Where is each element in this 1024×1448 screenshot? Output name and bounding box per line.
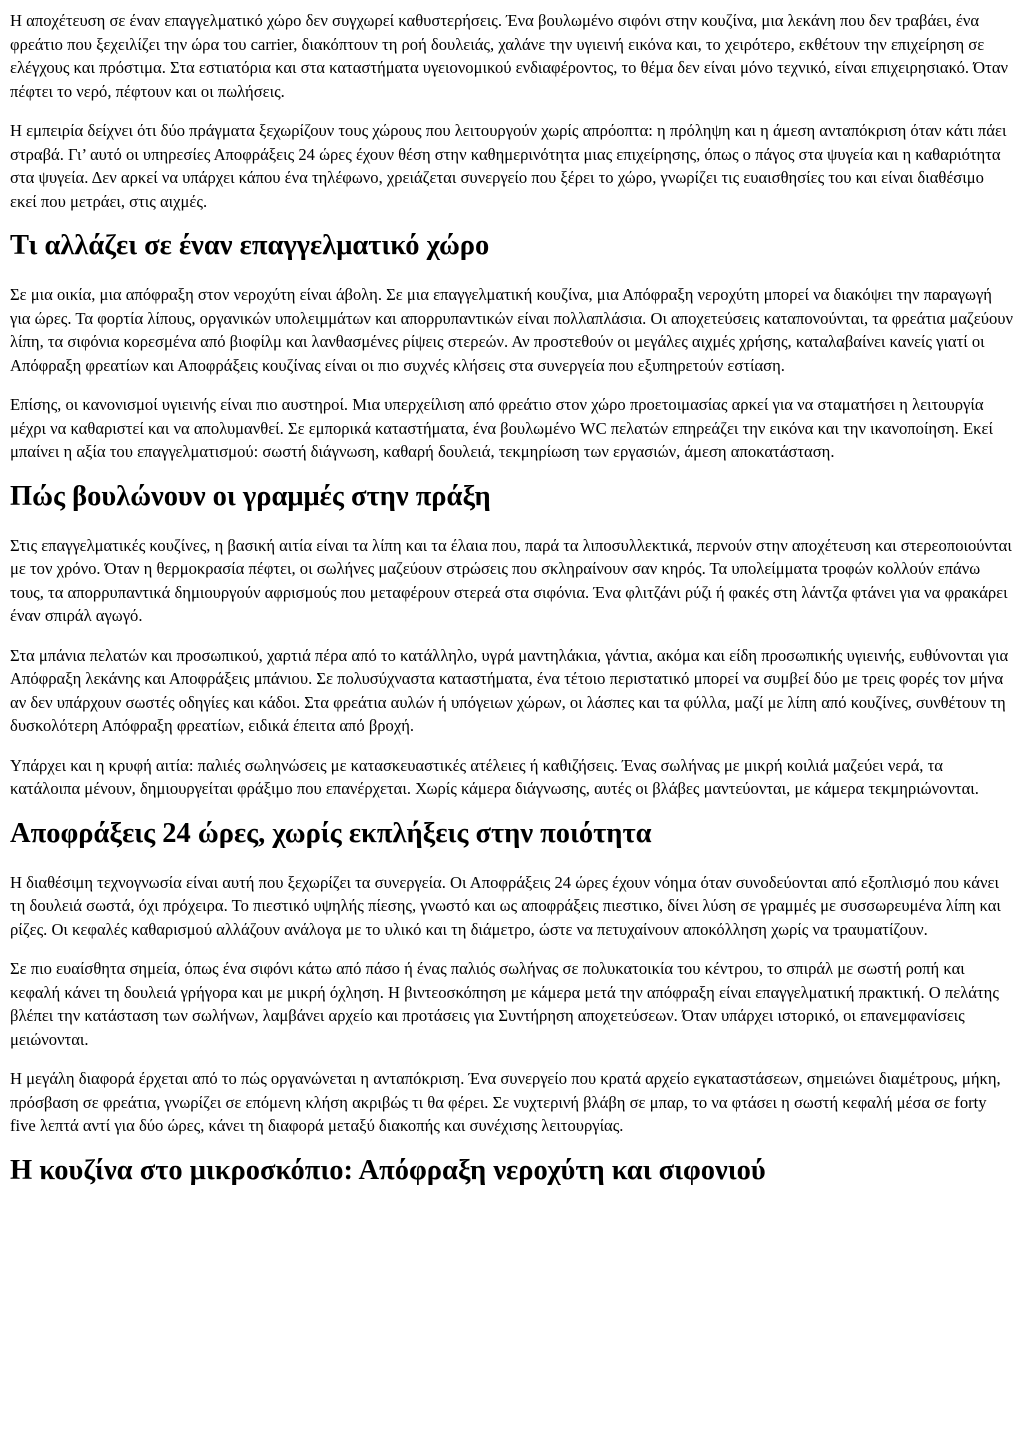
intro-paragraph: Η εμπειρία δείχνει ότι δύο πράγματα ξεχωρίζουν τους χώρους που λειτουργούν χωρίς απρόοπτα: η πρόληψη και η άμεση ανταπόκριση όταν κάτι πάει στραβά. Γι’ αυτό οι υπηρεσίες Αποφράξεις 24 ώρες έχουν θέση στην καθημερινότητα μιας επιχείρησης, όπως ο πάγος στα ψυγεία και η καθαριότητα στα ψυγεία. Δεν αρκεί να υπάρχει κάπου ένα τηλέφωνο, χρειάζεται συνεργείο που ξέρει το χώρο, γνωρίζει τις ευαισθησίες του και είναι διαθέσιμο εκεί που μετράει, στις αιχμές.: [10, 121, 1007, 211]
section-paragraph: Στα μπάνια πελατών και προσωπικού, χαρτιά πέρα από το κατάλληλο, υγρά μαντηλάκια, γάντια, ακόμα και είδη προσωπικής υγιεινής, ευθύνονται για Απόφραξη λεκάνης και Αποφράξεις μπάνιου. Σε πολυσύχναστα καταστήματα, ένα τέτοιο περιστατικό μπορεί να συμβεί δύο με τρεις φορές τον μήνα αν δεν υπάρχουν σωστές οδηγίες και κάδοι. Στα φρεάτια αυλών ή υπόγειων χώρων, οι λάσπες και τα φύλλα, μαζί με λίπη από κουζίνες, συνθέτουν τη δυσκολότερη Απόφραξη φρεατίων, ειδικά έπειτα από βροχή.: [10, 645, 1009, 735]
section-paragraph: Σε πιο ευαίσθητα σημεία, όπως ένα σιφόνι κάτω από πάσο ή ένας παλιός σωλήνας σε πολυκατοικία του κέντρου, το σπιράλ με σωστή ροπή και κεφαλή κάνει τη δουλειά γρήγορα και με μικρή όχληση. Η βιντεοσκόπηση με κάμερα μετά την απόφραξη είναι επαγγελματική πρακτική. Ο πελάτης βλέπει την κατάσταση των σωλήνων, λαμβάνει αρχείο και προτάσεις για Συντήρηση αποχετεύσεων. Όταν υπάρχει ιστορικό, οι επανεμφανίσεις μειώνονται.: [10, 959, 999, 1049]
section-paragraph: Σε μια οικία, μια απόφραξη στον νεροχύτη είναι άβολη. Σε μια επαγγελματική κουζίνα, μια Απόφραξη νεροχύτη μπορεί να διακόψει την παραγωγή για ώρες. Τα φορτία λίπους, οργανικών υπολειμμάτων και απορρυπαντικών είναι πολλαπλάσια. Οι αποχετεύσεις καταπονούνται, τα φρεάτια μαζεύουν λίπη, τα σιφόνια κορεσμένα από βιοφίλμ και λανθασμένες ρίψεις στερεών. Αν προστεθούν οι μεγάλες αιχμές χρήσης, καταλαβαίνει κανείς γιατί οι Απόφραξη φρεατίων και Αποφράξεις κουζίνας είναι οι πιο συχνές κλήσεις στα συνεργεία που εξυπηρετούν εστίαση.: [10, 285, 1013, 375]
section-paragraph: Η μεγάλη διαφορά έρχεται από το πώς οργανώνεται η ανταπόκριση. Ένα συνεργείο που κρατά αρχείο εγκαταστάσεων, σημειώνει διαμέτρους, μήκη, πρόσβαση σε φρεάτια, γνωρίζει σε επόμενη κλήση ακριβώς τι θα φέρει. Σε νυχτερινή βλάβη σε μπαρ, το να φτάσει η σωστή κεφαλή μέσα σε forty five λεπτά αντί για δύο ώρες, κάνει τη διαφορά μεταξύ διακοπής και συνέχισης λειτουργίας.: [10, 1069, 1001, 1135]
article: [10, 9, 1014, 1188]
section-heading: Αποφράξεις 24 ώρες, χωρίς εκπλήξεις στην ποιότητα: [10, 817, 652, 849]
section-paragraph: Στις επαγγελματικές κουζίνες, η βασική αιτία είναι τα λίπη και τα έλαια που, παρά τα λιποσυλλεκτικά, περνούν στην αποχέτευση και στερεοποιούνται με τον χρόνο. Όταν η θερμοκρασία πέφτει, οι σωλήνες μαζεύουν στρώσεις που σκληραίνουν σαν κηρός. Τα υπολείμματα τροφών κολλούν επάνω τους, τα απορρυπαντικά δημιουργούν αφρισμούς που μεταφέρουν στερεά στα σιφόνια. Ένα φλιτζάνι ρύζι ή φακές στη λάντζα φτάνει για να φρακάρει έναν σπιράλ αγωγό.: [10, 535, 1012, 625]
section-paragraph: Υπάρχει και η κρυφή αιτία: παλιές σωληνώσεις με κατασκευαστικές ατέλειες ή καθιζήσεις. Ένας σωλήνας με μικρή κοιλιά μαζεύει νερά, τα κατάλοιπα μένουν, δημιουργείται φράξιμο που επανέρχεται. Χωρίς κάμερα διάγνωσης, αυτές οι βλάβες μαντεύονται, με κάμερα τεκμηριώνονται.: [10, 755, 979, 798]
intro-paragraph: Η αποχέτευση σε έναν επαγγελματικό χώρο δεν συγχωρεί καθυστερήσεις. Ένα βουλωμένο σιφόνι στην κουζίνα, μια λεκάνη που δεν τραβάει, ένα φρεάτιο που ξεχειλίζει την ώρα του carrier, διακόπτουν τη ροή δουλειάς, χαλάνε την υγιεινή εικόνα και, το χειρότερο, εκθέτουν την επιχείρηση σε ελέγχους και πρόστιμα. Στα εστιατόρια και στα καταστήματα υγειονομικού ενδιαφέροντος, το θέμα δεν είναι μόνο τεχνικό, είναι επιχειρησιακό. Όταν πέφτει το νερό, πέφτουν και οι πωλήσεις.: [10, 11, 1009, 101]
section-heading: Πώς βουλώνουν οι γραμμές στην πράξη: [10, 480, 491, 512]
section-paragraph: Η διαθέσιμη τεχνογνωσία είναι αυτή που ξεχωρίζει τα συνεργεία. Οι Αποφράξεις 24 ώρες έχουν νόημα όταν συνοδεύονται από εξοπλισμό που κάνει τη δουλειά σωστά, όχι πρόχειρα. Το πιεστικό υψηλής πίεσης, γνωστό και ως αποφράξεις πιεστικο, δίνει λύση σε γραμμές με συσσωρευμένα λίπη και ρίζες. Οι κεφαλές καθαρισμού αλλάζουν ανάλογα με το υλικό και τη διάμετρο, ώστε να πετυχαίνουν αποκόλληση χωρίς να τραυματίζουν.: [10, 872, 1001, 939]
section-heading: Η κουζίνα στο μικροσκόπιο: Απόφραξη νεροχύτη και σιφονιού: [10, 1154, 766, 1186]
section-heading: Τι αλλάζει σε έναν επαγγελματικό χώρο: [10, 230, 490, 261]
section-paragraph: Επίσης, οι κανονισμοί υγιεινής είναι πιο αυστηροί. Μια υπερχείλιση από φρεάτιο στον χώρο προετοιμασίας αρκεί για να σταματήσει η λειτουργία μέχρι να καθαριστεί και να απολυμανθεί. Σε εμπορικά καταστήματα, ένα βουλωμένο WC πελατών επηρεάζει την εικόνα και την ικανοποίηση. Εκεί μπαίνει η αξία του επαγγελματισμού: σωστή διάγνωση, καθαρή δουλειά, τεκμηρίωση των εργασιών, άμεση αποκατάσταση.: [10, 395, 993, 461]
